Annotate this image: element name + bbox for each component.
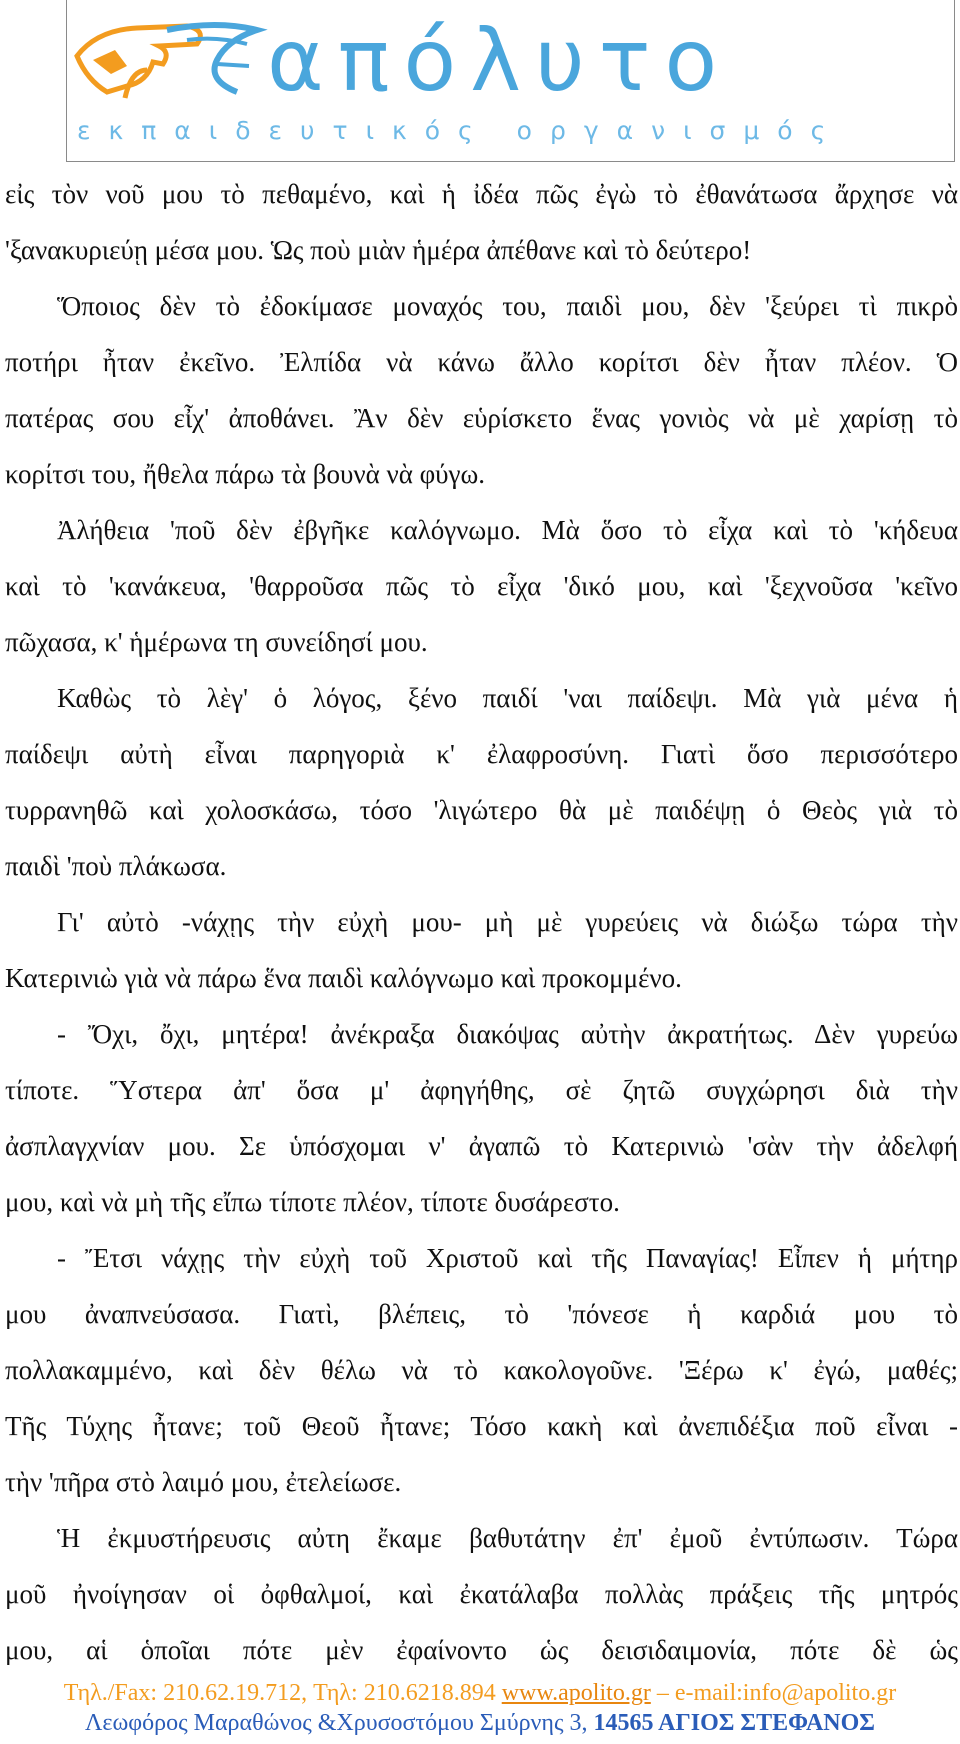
text-line: Ἀλήθεια 'ποῦ δὲν ἐβγῆκε καλόγνωμο. Μὰ ὅσο τὸ εἶχα καὶ τὸ 'κήδευα bbox=[57, 515, 958, 545]
text-line: μου, αἱ ὁποῖαι πότε μὲν ἐφαίνοντο ὡς δεισιδαιμονία, πότε δὲ ὡς bbox=[5, 1635, 958, 1665]
text-line: τυρρανηθῶ καὶ χολοσκάσω, τόσο 'λιγώτερο θὰ μὲ παιδέψῃ ὁ Θεὸς γιὰ τὸ bbox=[5, 795, 958, 825]
logo-tagline: εκπαιδευτικός οργανισμός bbox=[77, 116, 844, 145]
text-line: τὴν 'πῆρα στὸ λαιμό μου, ἐτελείωσε. bbox=[5, 1467, 402, 1497]
text-line: ποτήρι ἦταν ἐκεῖνο. Ἐλπίδα νὰ κάνω ἄλλο κορίτσι δὲν ἦταν πλέον. Ὁ bbox=[5, 347, 958, 377]
text-line: - Ὄχι, ὄχι, μητέρα! ἀνέκραξα διακόψας αὐτὴν ἀκρατήτως. Δὲν γυρεύω bbox=[57, 1019, 958, 1049]
text-line: πατέρας σου εἶχ' ἀποθάνει. Ἂν δὲν εὑρίσκετο ἕνας γονιὸς νὰ μὲ χαρίσῃ τὸ bbox=[5, 403, 958, 433]
text-line: μοῦ ἠνοίγησαν οἱ ὀφθαλμοί, καὶ ἐκατάλαβα πολλὰς πράξεις τῆς μητρός bbox=[5, 1579, 958, 1609]
text-line: παίδεψι αὐτὴ εἶναι παρηγοριὰ κ' ἐλαφροσύνη. Γιατὶ ὅσο περισσότερο bbox=[5, 739, 958, 769]
footer-address-line bbox=[0, 1708, 960, 1738]
text-line: πῶχασα, κ' ἡμέρωνα τη συνείδησί μου. bbox=[5, 627, 428, 657]
footer-email[interactable]: – e-mail:info@apolito.gr bbox=[656, 1680, 897, 1706]
footer-phone: Τηλ./Fax: 210.62.19.712, Τηλ: 210.6218.894 bbox=[63, 1680, 496, 1706]
text-line: Ἡ ἐκμυστήρευσις αὐτη ἔκαμε βαθυτάτην ἐπ' ἐμοῦ ἐντύπωσιν. Τώρα bbox=[57, 1523, 958, 1553]
text-line: Καθὼς τὸ λὲγ' ὁ λόγος, ξένο παιδί 'ναι παίδεψι. Μὰ γιὰ μένα ἡ bbox=[57, 683, 958, 713]
footer-postal: 14565 ΑΓΙΟΣ ΣΤΕΦΑΝΟΣ bbox=[593, 1710, 875, 1736]
text-line: Γι' αὐτὸ -νάχῃς τὴν εὐχὴ μου- μὴ μὲ γυρεύεις νὰ διώξω τώρα τὴν bbox=[57, 907, 958, 937]
text-line: κορίτσι του, ἤθελα πάρω τὰ βουνὰ νὰ φύγω. bbox=[5, 459, 486, 489]
text-line: Τῆς Τύχης ἦτανε; τοῦ Θεοῦ ἦτανε; Τόσο κακὴ καὶ ἀνεπιδέξια ποῦ εἶναι - bbox=[5, 1411, 958, 1441]
text-line: Κατερινιὼ γιὰ νὰ πάρω ἕνα παιδὶ καλόγνωμο καὶ προκομμένο. bbox=[5, 963, 682, 993]
footer-website-link[interactable]: www.apolito.gr bbox=[501, 1680, 651, 1706]
logo-wordmark: απόλυτο bbox=[267, 11, 732, 111]
text-line: ἀσπλαγχνίαν μου. Σε ὑπόσχομαι ν' ἀγαπῶ τὸ Κατερινιὼ 'σὰν τὴν ἀδελφή bbox=[5, 1131, 958, 1161]
header-logo-banner bbox=[66, 0, 955, 162]
text-line: Ὅποιος δὲν τὸ ἐδοκίμασε μοναχός του, παιδὶ μου, δὲν 'ξεύρει τὶ πικρὸ bbox=[57, 291, 958, 321]
page-footer bbox=[0, 1678, 960, 1738]
footer-contact-line bbox=[0, 1678, 960, 1708]
text-line: μου ἀναπνεύσασα. Γιατὶ, βλέπεις, τὸ 'πόνεσε ἡ καρδιά μου τὸ bbox=[5, 1299, 958, 1329]
text-line: παιδὶ 'ποὺ πλάκωσα. bbox=[5, 851, 227, 881]
document-body bbox=[5, 166, 958, 1678]
text-line: εἰς τὸν νοῦ μου τὸ πεθαμένο, καὶ ἡ ἰδέα πῶς ἐγὼ τὸ ἐθανάτωσα ἄρχησε νὰ bbox=[5, 179, 958, 209]
text-line: μου, καὶ νὰ μὴ τῆς εἴπω τίποτε πλέον, τίποτε δυσάρεστο. bbox=[5, 1187, 620, 1217]
footer-address: Λεωφόρος Μαραθώνος &Χρυσοστόμου Σμύρνης 3, bbox=[85, 1710, 588, 1736]
text-line: 'ξανακυριεύῃ μέσα μου. Ὡς ποὺ μιὰν ἡμέρα ἀπέθανε καὶ τὸ δεύτερο! bbox=[5, 235, 752, 265]
text-line: καὶ τὸ 'κανάκευα, 'θαρροῦσα πῶς τὸ εἶχα 'δικό μου, καὶ 'ξεχνοῦσα 'κεῖνο bbox=[5, 571, 958, 601]
text-line: τίποτε. Ὕστερα ἀπ' ὅσα μ' ἀφηγήθης, σὲ ζητῶ συγχώρησι διὰ τὴν bbox=[5, 1075, 958, 1105]
text-line: - Ἔτσι νάχῃς τὴν εὐχὴ τοῦ Χριστοῦ καὶ τῆς Παναγίας! Εἶπεν ἡ μήτηρ bbox=[57, 1243, 958, 1273]
text-line: πολλακαμμένο, καὶ δὲν θέλω νὰ τὸ κακολογοῦνε. 'Ξέρω κ' ἐγώ, μαθές; bbox=[5, 1355, 958, 1385]
